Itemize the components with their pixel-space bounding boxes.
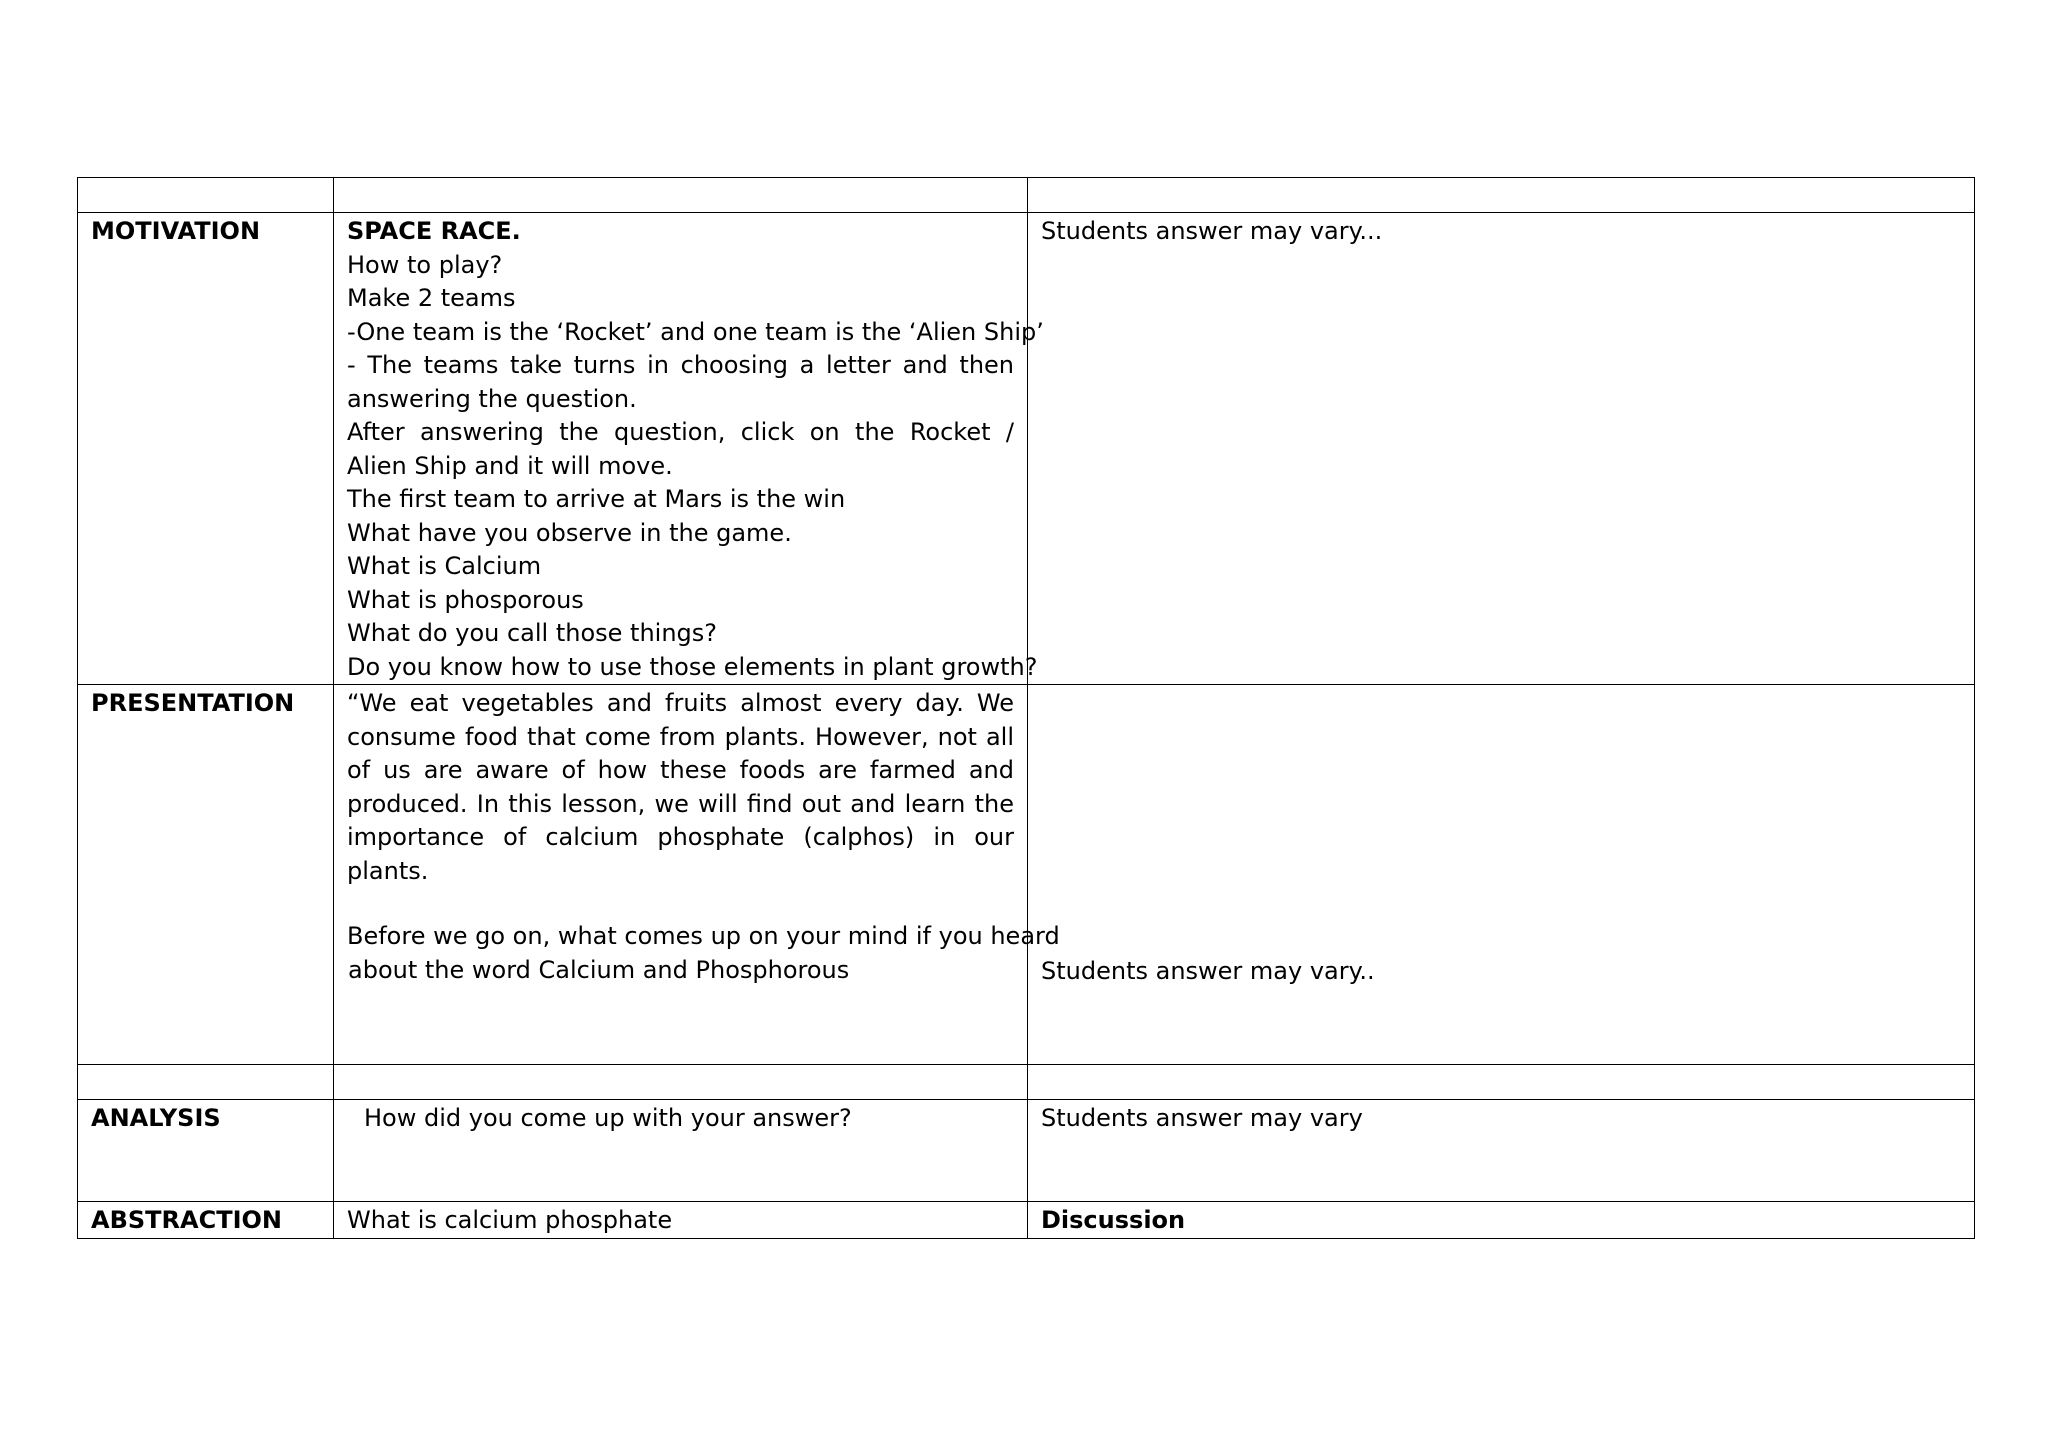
- motivation-line: How to play?: [347, 250, 503, 279]
- motivation-line: Do you know how to use those elements in plant growth?: [347, 652, 1038, 681]
- motivation-title: SPACE RACE.: [347, 217, 521, 245]
- table-row-motivation: [78, 213, 1975, 685]
- table-row-analysis: [78, 1100, 1975, 1202]
- presentation-intro-paragraph: “We eat vegetables and fruits almost every day. We consume food that come from plants. However, not all of us are aware of how these foods are farmed and produced. In this lesson, we will find out and learn the importance of calcium phosphate (calphos) in our plants.: [347, 689, 1014, 885]
- analysis-response: Students answer may vary: [1041, 1104, 1363, 1132]
- presentation-response-cell: [1028, 685, 1975, 1065]
- motivation-response-cell: [1028, 213, 1975, 685]
- motivation-line: What do you call those things?: [347, 619, 718, 647]
- table-row-empty-middle: [78, 1065, 1975, 1100]
- empty-cell: [1028, 1065, 1975, 1100]
- presentation-question-line: Before we go on, what comes up on your mind if you heard: [347, 922, 1060, 950]
- motivation-line: What have you observe in the game.: [347, 518, 792, 547]
- motivation-line: What is phosporous: [347, 585, 584, 614]
- paragraph-gap: [347, 888, 1014, 920]
- empty-cell: [78, 1065, 334, 1100]
- abstraction-question: What is calcium phosphate: [347, 1206, 673, 1234]
- motivation-line: Make 2 teams: [347, 284, 516, 312]
- analysis-response-cell: [1028, 1100, 1975, 1202]
- motivation-line: -One team is the ‘Rocket’ and one team is the ‘Alien Ship’: [347, 317, 1044, 346]
- lesson-plan-table: [77, 177, 1975, 1239]
- empty-cell: [78, 178, 334, 213]
- abstraction-response: Discussion: [1041, 1206, 1186, 1234]
- motivation-rules-paragraph: - The teams take turns in choosing a letter and then answering the question.: [347, 351, 1014, 413]
- presentation-question-line: about the word Calcium and Phosphorous: [348, 955, 850, 984]
- analysis-label-cell: [78, 1100, 334, 1202]
- empty-cell: [1028, 178, 1975, 213]
- presentation-label: PRESENTATION: [91, 689, 295, 717]
- motivation-response: Students answer may vary...: [1041, 217, 1383, 245]
- abstraction-question-cell: [334, 1202, 1028, 1239]
- motivation-line: The first team to arrive at Mars is the win: [347, 485, 846, 513]
- table-row-presentation: [78, 685, 1975, 1065]
- presentation-label-cell: [78, 685, 334, 1065]
- table-row-abstraction: [78, 1202, 1975, 1239]
- empty-cell: [334, 1065, 1028, 1100]
- motivation-content-cell: [334, 213, 1044, 685]
- abstraction-label-cell: [78, 1202, 334, 1239]
- empty-cell: [334, 178, 1028, 213]
- motivation-line: What is Calcium: [347, 552, 542, 580]
- table-row-empty-top: [78, 178, 1975, 213]
- abstraction-response-cell: [1028, 1202, 1975, 1239]
- abstraction-label: ABSTRACTION: [91, 1206, 282, 1234]
- analysis-label: ANALYSIS: [91, 1104, 221, 1132]
- presentation-content-cell: [334, 685, 1060, 1065]
- presentation-response: Students answer may vary..: [1041, 957, 1375, 985]
- motivation-label: MOTIVATION: [91, 217, 261, 245]
- analysis-question-cell: [334, 1100, 1028, 1202]
- motivation-label-cell: [78, 213, 334, 685]
- motivation-click-paragraph: After answering the question, click on the Rocket / Alien Ship and it will move.: [347, 418, 1014, 480]
- analysis-question: How did you come up with your answer?: [364, 1104, 852, 1132]
